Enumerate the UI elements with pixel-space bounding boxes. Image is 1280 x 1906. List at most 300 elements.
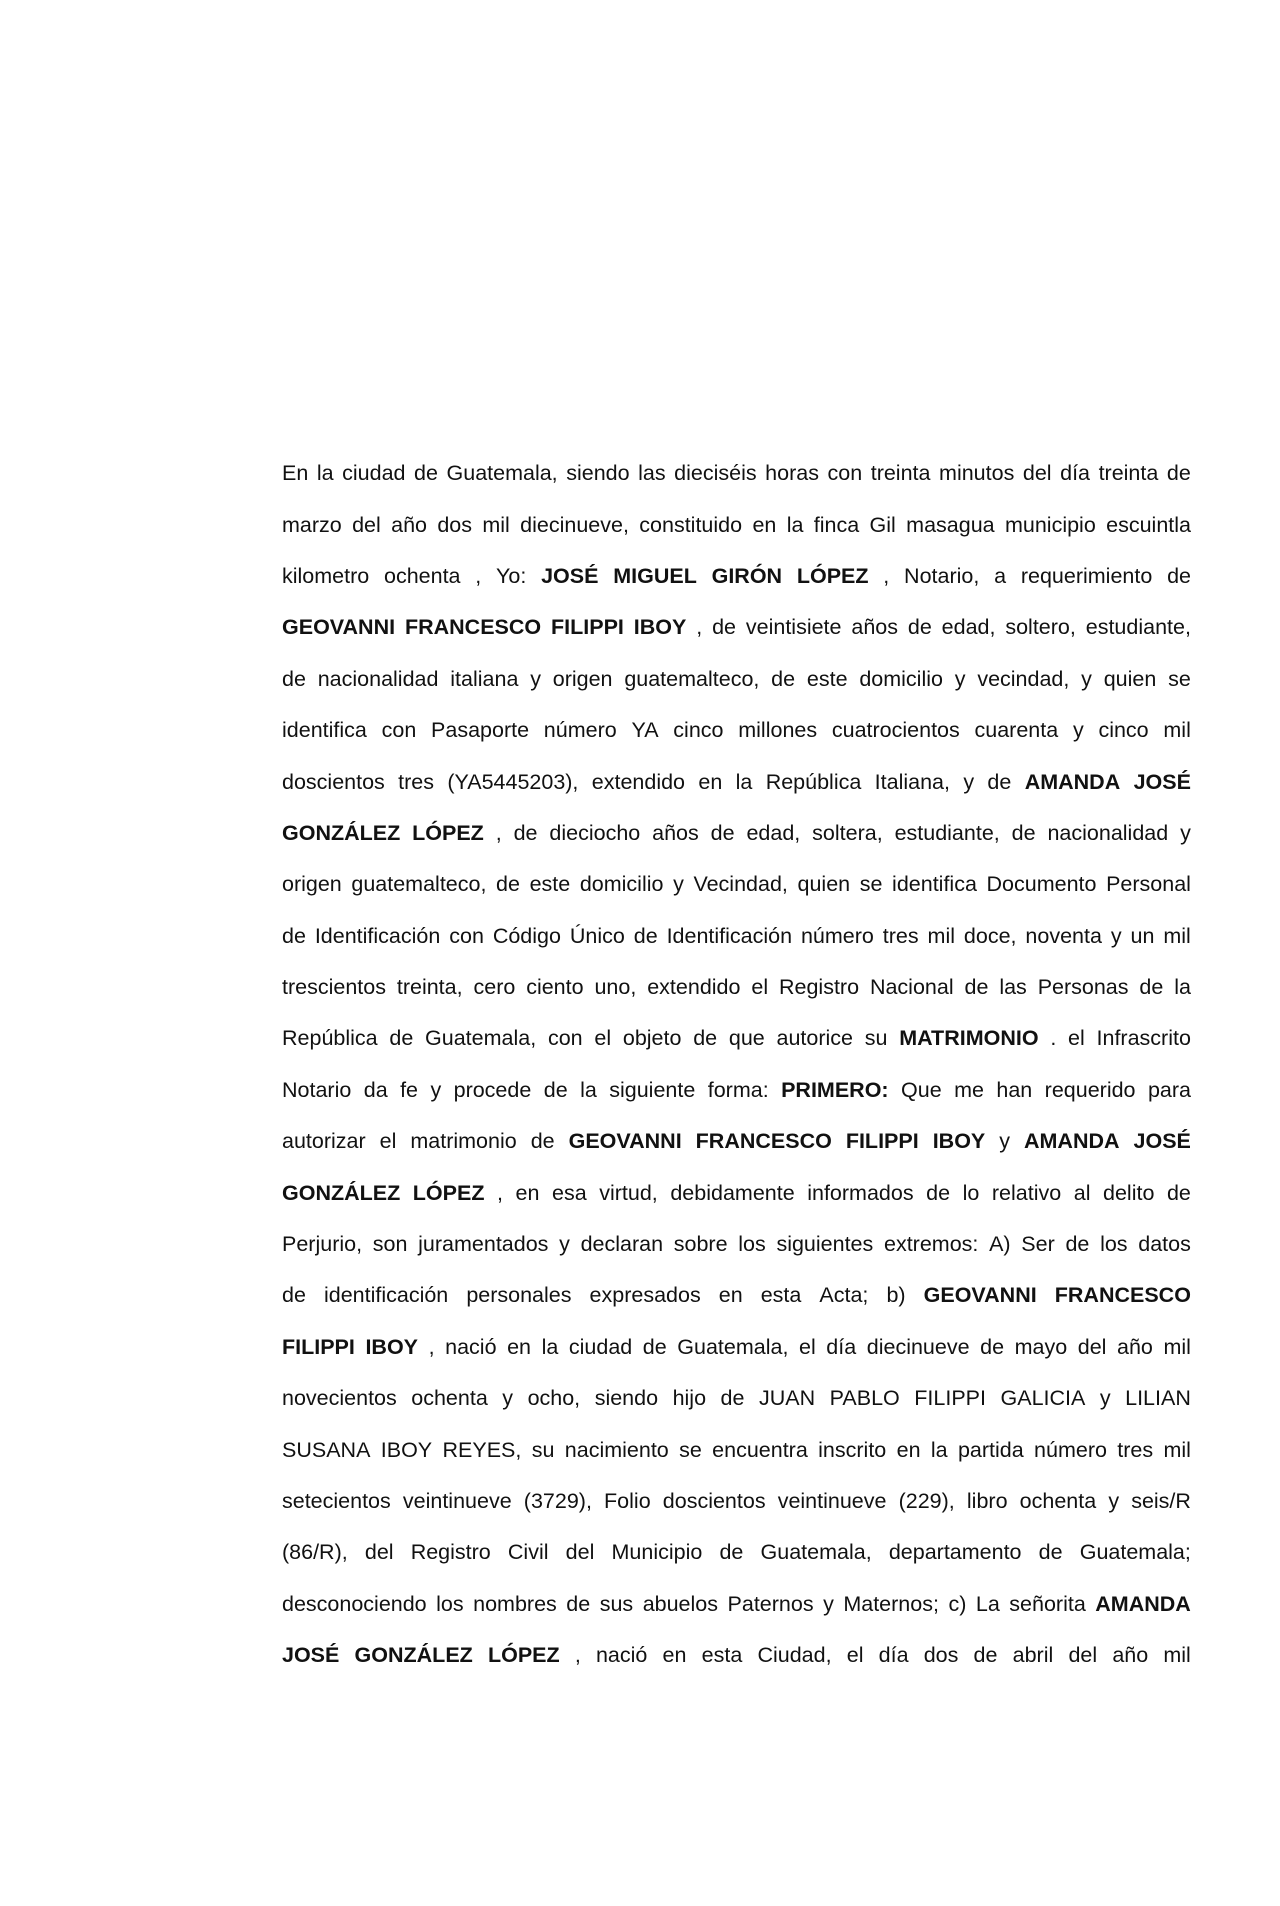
word: Registro — [410, 1540, 491, 1565]
word: de — [543, 1077, 568, 1102]
word: en — [896, 1437, 921, 1462]
word: señorita — [1009, 1591, 1086, 1616]
word: los — [436, 1591, 464, 1616]
document-line — [282, 962, 1191, 1013]
word: PABLO — [829, 1386, 900, 1411]
word: año — [1112, 1643, 1149, 1668]
word: edad, — [941, 615, 996, 640]
word: siguiente — [609, 1077, 696, 1102]
word: horas — [765, 461, 819, 486]
word: , — [883, 563, 890, 588]
word: y — [502, 1386, 514, 1411]
word: setecientos — [282, 1489, 391, 1513]
word: de — [496, 872, 520, 897]
word: y — [999, 1129, 1010, 1154]
word: de — [282, 666, 306, 691]
bold-word: PRIMERO: — [781, 1077, 889, 1102]
word: la — [735, 769, 753, 794]
document-body — [282, 448, 1191, 1681]
word: de — [1038, 1540, 1063, 1565]
word: domicilio — [859, 666, 943, 691]
word: dos — [437, 512, 473, 537]
word: y — [530, 666, 541, 691]
word: de — [719, 1540, 744, 1565]
word: el — [594, 1026, 612, 1051]
word: el — [1068, 1026, 1085, 1051]
word: la — [1174, 975, 1191, 1000]
word: Personas — [1037, 975, 1129, 1000]
bold-word: MIGUEL — [613, 563, 697, 588]
word: libro — [966, 1489, 1008, 1513]
word: Notario — [282, 1077, 352, 1102]
word: Guatemala, — [677, 1334, 789, 1359]
bold-word: JOSÉ — [1133, 769, 1191, 794]
word: su — [864, 1026, 888, 1051]
bold-word: JOSÉ — [541, 563, 599, 588]
word: y — [823, 1591, 834, 1616]
word: virtud, — [599, 1180, 658, 1205]
word: al — [1073, 1180, 1091, 1205]
word: YA — [631, 718, 659, 743]
word: forma: — [707, 1077, 769, 1102]
document-line — [282, 859, 1191, 910]
word: nacionalidad — [317, 666, 439, 691]
word: Civil — [507, 1540, 549, 1565]
word: diecinueve, — [520, 512, 629, 537]
word: La — [975, 1591, 1000, 1616]
word: autorice — [776, 1026, 853, 1051]
word: trescientos — [282, 975, 386, 1000]
document-line — [282, 1579, 1191, 1630]
word: en — [515, 1180, 540, 1205]
word: y — [1110, 923, 1122, 948]
bold-word: JOSÉ — [1133, 1129, 1191, 1154]
word: autorizar — [282, 1129, 366, 1154]
word: se — [859, 872, 883, 897]
word: Único — [569, 923, 625, 948]
bold-word: AMANDA — [1095, 1591, 1191, 1616]
word: constituido — [639, 512, 743, 537]
word: JUAN — [758, 1386, 816, 1411]
word: la — [930, 1437, 948, 1462]
word: número — [543, 718, 617, 743]
word: de — [964, 975, 989, 1000]
word: domicilio — [579, 872, 664, 897]
bold-word: AMANDA — [1024, 769, 1121, 794]
word: este — [529, 872, 571, 897]
word: de — [1139, 975, 1164, 1000]
word: origen — [282, 872, 342, 897]
word: con — [547, 1026, 583, 1051]
word: de — [282, 1283, 306, 1308]
word: en — [662, 1643, 687, 1668]
word: Personal — [1106, 872, 1191, 897]
word: en — [698, 769, 723, 794]
word: de — [282, 923, 306, 948]
word: con — [827, 461, 863, 486]
word: de — [414, 461, 438, 486]
word: República — [282, 1026, 378, 1051]
bold-word: GONZÁLEZ — [282, 820, 401, 845]
bold-word: FRANCESCO — [695, 1129, 832, 1154]
word: minutos — [939, 461, 1015, 486]
word: dieciséis — [674, 461, 757, 486]
word: en — [507, 1334, 532, 1359]
word: Registro — [778, 975, 860, 1000]
word: encuentra — [712, 1437, 808, 1462]
word: de — [1167, 563, 1191, 588]
word: veintisiete — [745, 615, 842, 640]
word: extendido — [591, 769, 686, 794]
word: juramentados — [418, 1232, 549, 1257]
word: de — [973, 1643, 998, 1668]
word: En — [282, 461, 309, 486]
word: Gil — [869, 512, 896, 537]
word: , — [428, 1334, 435, 1359]
word: de — [633, 923, 658, 948]
word: cuatrocientos — [831, 718, 960, 743]
word: y — [1099, 1386, 1111, 1411]
bold-word: GEOVANNI — [568, 1129, 682, 1154]
word: ochenta — [383, 563, 461, 588]
word: de — [712, 615, 736, 640]
word: veintinueve — [402, 1489, 512, 1513]
word: Infrascrito — [1096, 1026, 1191, 1051]
word: la — [316, 461, 334, 486]
word: Código — [492, 923, 561, 948]
word: Ser — [1021, 1232, 1055, 1257]
word: procede — [453, 1077, 532, 1102]
word: esa — [552, 1180, 587, 1205]
word: año — [391, 512, 427, 537]
word: de — [1166, 461, 1191, 486]
word: y — [673, 872, 684, 897]
bold-word: GEOVANNI — [923, 1283, 1037, 1308]
word: de — [710, 820, 735, 845]
word: ciudad — [568, 1334, 633, 1359]
bold-word: IBOY — [633, 615, 687, 640]
word: número — [800, 923, 874, 948]
document-line — [282, 499, 1191, 550]
word: (86/R), — [282, 1540, 348, 1565]
word: esta — [701, 1643, 743, 1668]
word: b) — [886, 1283, 906, 1308]
bold-word: LÓPEZ — [487, 1643, 560, 1668]
word: y — [559, 1232, 570, 1257]
word: el — [799, 1334, 816, 1359]
word: Pasaporte — [431, 718, 530, 743]
word: mil — [1163, 923, 1191, 948]
word: en — [718, 1283, 743, 1308]
word: y — [1108, 1489, 1120, 1513]
bold-word: IBOY — [365, 1334, 419, 1359]
word: (229), — [898, 1489, 955, 1513]
word: uno, — [594, 975, 637, 1000]
word: Que — [901, 1077, 942, 1102]
word: nacimiento — [564, 1437, 669, 1462]
word: desconociendo — [282, 1591, 427, 1616]
word: GALICIA — [1000, 1386, 1086, 1411]
word: declaran — [580, 1232, 664, 1257]
word: Italiana, — [874, 769, 950, 794]
word: nombres — [473, 1591, 557, 1616]
word: masagua — [906, 512, 995, 537]
word: sobre — [673, 1232, 728, 1257]
word: del — [1022, 461, 1052, 486]
word: estudiante, — [1085, 615, 1191, 640]
word: seis/R — [1131, 1489, 1191, 1513]
document-line — [282, 911, 1191, 962]
word: soltero, — [1005, 615, 1076, 640]
word: que — [728, 1026, 765, 1051]
word: treinta — [1098, 461, 1159, 486]
word: día — [878, 1643, 909, 1668]
word: la — [786, 512, 804, 537]
word: extendido — [647, 975, 741, 1000]
word: quien — [1103, 666, 1157, 691]
word: edad, — [746, 820, 801, 845]
word: Paternos — [727, 1591, 814, 1616]
word: estudiante, — [894, 820, 1000, 845]
word: esta — [760, 1283, 802, 1308]
word: siendo — [566, 461, 630, 486]
word: años — [652, 820, 699, 845]
word: y — [1072, 718, 1084, 743]
word: de — [926, 1180, 951, 1205]
word: expresados — [589, 1283, 701, 1308]
word: el — [846, 1643, 864, 1668]
word: diecinueve — [866, 1334, 970, 1359]
word: mil — [1163, 1437, 1191, 1462]
word: noventa — [1025, 923, 1102, 948]
word: de — [1011, 820, 1036, 845]
word: origen — [552, 666, 613, 691]
word: día — [826, 1334, 857, 1359]
bold-word: FILIPPI — [282, 1334, 355, 1359]
word: . — [1050, 1026, 1057, 1051]
word: del — [352, 512, 381, 537]
word: marzo — [282, 512, 342, 537]
word: Yo: — [496, 563, 527, 588]
word: Ciudad, — [757, 1643, 832, 1668]
word: novecientos — [282, 1386, 397, 1411]
document-line — [282, 1424, 1191, 1475]
word: guatemalteco, — [624, 666, 760, 691]
document-line — [282, 756, 1191, 807]
word: c) — [948, 1591, 967, 1616]
bold-word: FILIPPI — [551, 615, 624, 640]
word: abuelos — [642, 1591, 719, 1616]
word: cinco — [1098, 718, 1149, 743]
word: la — [541, 1334, 559, 1359]
word: requerido — [1044, 1077, 1136, 1102]
word: relativo — [991, 1180, 1062, 1205]
word: Nacional — [869, 975, 954, 1000]
word: de — [389, 1026, 414, 1051]
bold-word: FRANCESCO — [1054, 1283, 1191, 1308]
word: dos — [923, 1643, 959, 1668]
document-line — [282, 551, 1191, 602]
word: y — [1081, 666, 1092, 691]
word: , — [696, 615, 703, 640]
word: treinta — [870, 461, 931, 486]
document-line — [282, 602, 1191, 653]
word: las — [638, 461, 666, 486]
word: República — [765, 769, 862, 794]
word: de — [771, 666, 796, 691]
word: han — [996, 1077, 1033, 1102]
word: de — [642, 1334, 667, 1359]
word: del — [364, 1540, 394, 1565]
word: ocho, — [527, 1386, 581, 1411]
word: a — [994, 563, 1007, 588]
word: Acta; — [819, 1283, 869, 1308]
word: Documento — [986, 872, 1097, 897]
word: su — [531, 1437, 555, 1462]
word: mayo — [1014, 1334, 1068, 1359]
word: Vecindad, — [693, 872, 788, 897]
word: personales — [466, 1283, 572, 1308]
word: el — [379, 1129, 397, 1154]
word: identifica — [892, 872, 977, 897]
word: departamento — [888, 1540, 1022, 1565]
document-line — [282, 705, 1191, 756]
word: en — [752, 512, 777, 537]
word: doscientos — [282, 769, 385, 794]
word: nació — [445, 1334, 497, 1359]
word: informados — [807, 1180, 914, 1205]
word: de — [907, 615, 932, 640]
document-line — [282, 1270, 1191, 1321]
word: este — [806, 666, 848, 691]
word: LILIAN — [1125, 1386, 1191, 1411]
word: identificación — [323, 1283, 449, 1308]
word: escuintla — [1106, 512, 1191, 537]
word: de — [513, 820, 538, 845]
word: abril — [1012, 1643, 1054, 1668]
word: siendo — [594, 1386, 659, 1411]
word: ciento — [526, 975, 584, 1000]
word: ciudad — [342, 461, 406, 486]
document-line — [282, 1065, 1191, 1116]
word: del — [1068, 1643, 1098, 1668]
word: de — [980, 1334, 1005, 1359]
word: dieciocho — [549, 820, 641, 845]
word: Guatemala, — [446, 461, 558, 486]
document-line — [282, 448, 1191, 499]
bold-word: MATRIMONIO — [899, 1026, 1039, 1051]
word: kilometro — [282, 563, 370, 588]
word: A) — [989, 1232, 1011, 1257]
word: mil — [1163, 718, 1191, 743]
word: debidamente — [670, 1180, 795, 1205]
word: me — [954, 1077, 984, 1102]
word: delito — [1103, 1180, 1155, 1205]
word: mil — [1163, 1334, 1191, 1359]
word: de — [566, 1591, 591, 1616]
word: y — [430, 1077, 442, 1102]
word: quien — [797, 872, 851, 897]
document-line — [282, 808, 1191, 859]
word: del — [1077, 1334, 1107, 1359]
word: identifica — [282, 718, 367, 743]
word: para — [1147, 1077, 1191, 1102]
bold-word: GEOVANNI — [282, 615, 396, 640]
word: nacionalidad — [1047, 820, 1169, 845]
word: , — [574, 1643, 581, 1668]
word: año — [1117, 1334, 1153, 1359]
word: cero — [473, 975, 516, 1000]
word: Folio — [604, 1489, 651, 1513]
word: cuarenta — [974, 718, 1059, 743]
word: IBOY — [380, 1437, 433, 1462]
word: y — [954, 666, 966, 691]
word: SUSANA — [282, 1437, 371, 1462]
document-line — [282, 1527, 1191, 1578]
word: inscrito — [818, 1437, 887, 1462]
word: los — [738, 1232, 766, 1257]
word: de — [1166, 1180, 1191, 1205]
word: ochenta — [411, 1386, 488, 1411]
word: Municipio — [611, 1540, 703, 1565]
document-line — [282, 1630, 1191, 1681]
word: se — [679, 1437, 702, 1462]
word: FILIPPI — [914, 1386, 986, 1411]
document-line — [282, 1219, 1191, 1270]
bold-word: FRANCESCO — [404, 615, 542, 640]
word: finca — [813, 512, 860, 537]
word: doce, — [963, 923, 1017, 948]
word: hijo — [672, 1386, 707, 1411]
word: millones — [738, 718, 818, 743]
word: siguientes — [776, 1232, 874, 1257]
word: de — [693, 1026, 718, 1051]
word: Perjurio, — [282, 1232, 363, 1257]
document-line — [282, 1116, 1191, 1167]
word: de — [1065, 1232, 1090, 1257]
word: de — [720, 1386, 745, 1411]
word: REYES, — [442, 1437, 522, 1462]
word: da — [363, 1077, 388, 1102]
bold-word: JOSÉ — [282, 1643, 340, 1668]
bold-word: LÓPEZ — [412, 1180, 485, 1205]
bold-word: LÓPEZ — [796, 563, 869, 588]
bold-word: AMANDA — [1023, 1129, 1120, 1154]
word: (YA5445203), — [447, 769, 579, 794]
word: requerimiento — [1020, 563, 1153, 588]
word: tres — [398, 769, 434, 794]
word: ochenta — [1019, 1489, 1097, 1513]
word: son — [372, 1232, 408, 1257]
word: treinta, — [396, 975, 463, 1000]
word: , — [475, 563, 482, 588]
word: Identificación — [666, 923, 793, 948]
word: de — [530, 1129, 555, 1154]
document-line — [282, 1167, 1191, 1218]
word: mil — [1163, 1643, 1191, 1668]
word: sus — [599, 1591, 634, 1616]
word: soltera, — [812, 820, 883, 845]
word: Maternos; — [843, 1591, 939, 1616]
word: Identificación — [314, 923, 441, 948]
word: extremos: — [883, 1232, 979, 1257]
word: , — [497, 1180, 503, 1205]
word: tres — [1117, 1437, 1154, 1462]
word: , — [495, 820, 502, 845]
word: con — [381, 718, 417, 743]
word: de — [987, 769, 1012, 794]
word: matrimonio — [410, 1129, 517, 1154]
